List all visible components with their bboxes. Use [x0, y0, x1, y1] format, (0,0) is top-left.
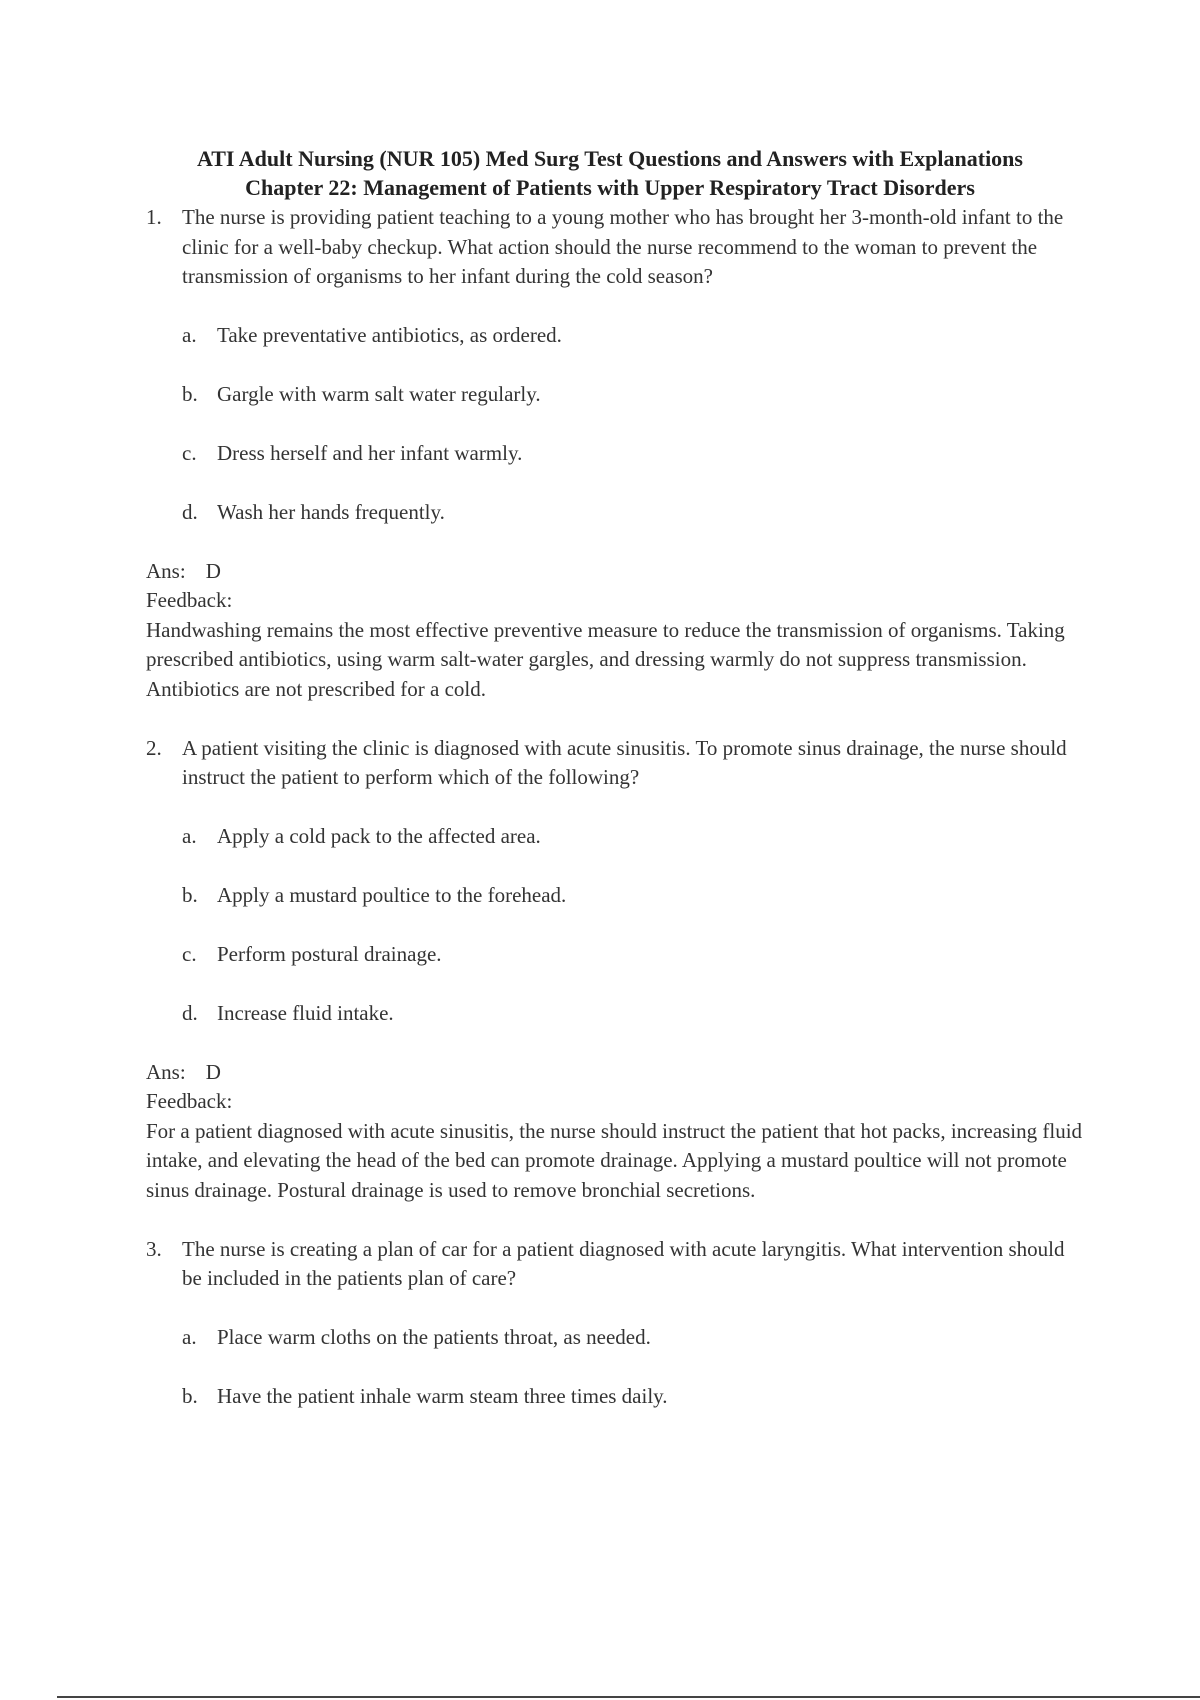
answer-line	[146, 557, 1086, 587]
question-number: 2.	[146, 735, 162, 760]
answer-option	[182, 1323, 1086, 1353]
question-list	[146, 203, 1086, 1441]
option-text: Perform postural drainage.	[217, 941, 442, 966]
question-block-1	[146, 203, 1086, 704]
question-stem	[146, 734, 1086, 793]
answer-option	[182, 498, 1086, 528]
question-block-2	[146, 734, 1086, 1206]
answer-value: D	[205, 1059, 221, 1084]
option-letter: a.	[182, 823, 197, 848]
answer-option	[182, 999, 1086, 1029]
option-text: Increase fluid intake.	[217, 1000, 394, 1025]
answer-label: Ans:	[146, 1059, 186, 1084]
question-text: The nurse is providing patient teaching to a young mother who has brought her 3-month-old infant to the clinic for a well-baby checkup. What action should the nurse recommend to the woman to prevent the transmission of organisms to her infant during the cold season?	[182, 205, 1064, 288]
chapter-title: Chapter 22: Management of Patients with Upper Respiratory Tract Disorders	[245, 175, 975, 200]
option-letter: c.	[182, 440, 197, 465]
option-letter: b.	[182, 882, 198, 907]
answer-label: Ans:	[146, 558, 186, 583]
answer-option	[182, 439, 1086, 469]
footer-divider	[57, 1696, 1200, 1698]
option-text: Apply a mustard poultice to the forehead.	[217, 882, 567, 907]
answer-options	[182, 321, 1086, 528]
option-letter: d.	[182, 499, 198, 524]
option-letter: a.	[182, 322, 197, 347]
answer-option	[182, 380, 1086, 410]
option-text: Apply a cold pack to the affected area.	[217, 823, 541, 848]
option-letter: b.	[182, 1383, 198, 1408]
question-stem	[146, 1235, 1086, 1294]
answer-options	[182, 1323, 1086, 1412]
feedback-label: Feedback:	[146, 1089, 233, 1113]
document-title: ATI Adult Nursing (NUR 105) Med Surg Test Questions and Answers with Explanations	[197, 146, 1023, 171]
answer-option	[182, 321, 1086, 351]
feedback-label: Feedback:	[146, 588, 233, 612]
feedback-text: Handwashing remains the most effective preventive measure to reduce the transmission of organisms. Taking prescribed antibiotics, using warm salt-water gargles, and dressing warmly do not suppress transmission. Antibiotics are not prescribed for a cold.	[146, 617, 1065, 701]
question-text: The nurse is creating a plan of car for a patient diagnosed with acute laryngitis. What intervention should be included in the patients plan of care?	[182, 1236, 1065, 1290]
answer-option	[182, 881, 1086, 911]
option-letter: a.	[182, 1324, 197, 1349]
answer-line	[146, 1058, 1086, 1088]
question-number: 1.	[146, 205, 162, 229]
option-letter: d.	[182, 1000, 198, 1025]
answer-value: D	[205, 558, 221, 583]
option-text: Wash her hands frequently.	[217, 499, 445, 524]
answer-option	[182, 822, 1086, 852]
feedback-text: For a patient diagnosed with acute sinusitis, the nurse should instruct the patient that hot packs, increasing fluid intake, and elevating the head of the bed can promote drainage. Applying a mustard poultice will not promote sinus drainage. Postural drainage is used to remove bronchial secretions.	[146, 1118, 1083, 1202]
answer-option	[182, 1382, 1086, 1412]
answer-options	[182, 822, 1086, 1029]
option-text: Have the patient inhale warm steam three times daily.	[217, 1383, 668, 1408]
option-text: Dress herself and her infant warmly.	[217, 440, 523, 465]
option-text: Gargle with warm salt water regularly.	[217, 381, 541, 406]
answer-option	[182, 940, 1086, 970]
option-text: Place warm cloths on the patients throat, as needed.	[217, 1324, 651, 1349]
option-letter: c.	[182, 941, 197, 966]
question-stem	[146, 203, 1086, 292]
question-number: 3.	[146, 1236, 162, 1261]
option-text: Take preventative antibiotics, as ordered.	[217, 322, 562, 347]
option-letter: b.	[182, 381, 198, 406]
question-block-3	[146, 1235, 1086, 1412]
question-text: A patient visiting the clinic is diagnosed with acute sinusitis. To promote sinus drainage, the nurse should instruct the patient to perform which of the following?	[182, 735, 1067, 789]
document-header	[140, 144, 1080, 202]
